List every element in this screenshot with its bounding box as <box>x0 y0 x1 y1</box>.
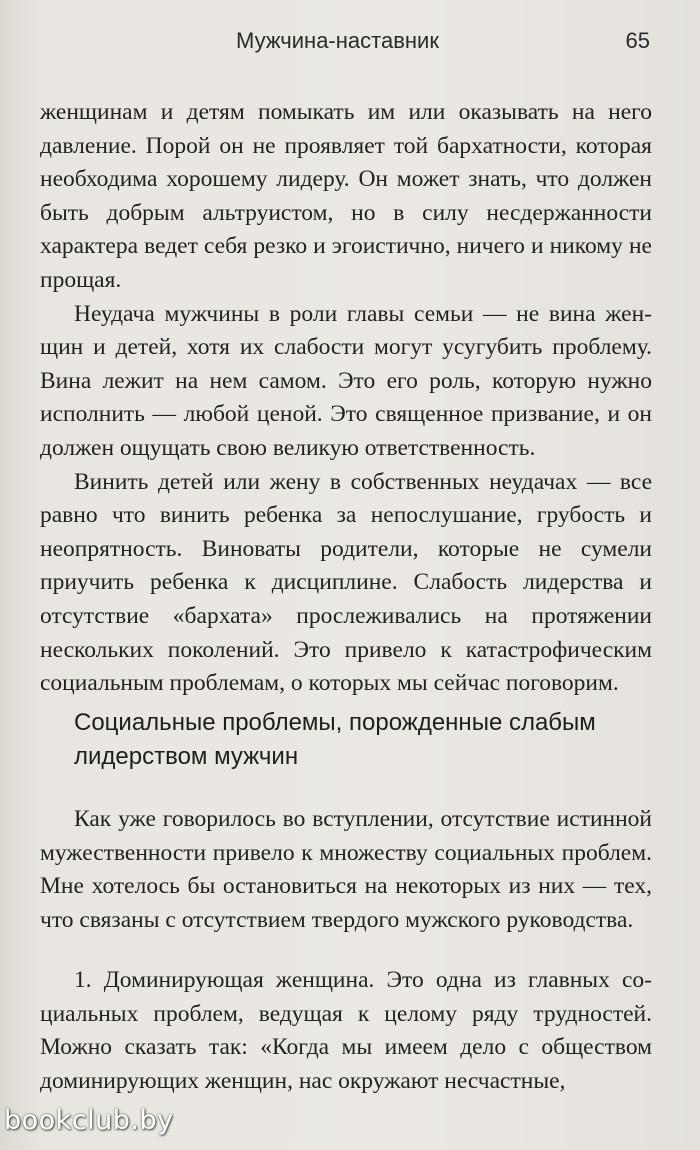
paragraph-continued: женщинам и детям помыкать им или оказывать на него давление. Порой он не проявляет той бархатности, которая необходима хорошему лидеру. Он может знать, что должен быть добрым альтруистом, но в силу несдержанности характера ведет себя резко и эгоистично, ничего и никому не прощая. <box>40 99 652 293</box>
running-head-title: Мужчина-наставник <box>236 28 439 53</box>
paragraph: Неудача мужчины в роли главы семьи — не вина женщин и детей, хотя их слабости могут усугубить проблему. Вина лежит на нем самом. Это его роль, которую нужно исполнить — любой ценой. Это священное призвание, и он должен ощущать свою великую ответственность. <box>40 300 652 461</box>
section-heading-line2: лидерством мужчин <box>74 743 299 770</box>
site-watermark: bookclub.by <box>4 1105 174 1136</box>
list-item: 1. Доминирующая женщина. Это одна из главных социальных проблем, ведущая к целому ряду трудностей. Можно сказать так: «Когда мы имеем дело с обществом доминирующих женщин, нас окружают несчастные, <box>40 967 652 1094</box>
body-text-top <box>40 96 652 701</box>
paragraph: Винить детей или жену в собственных неудачах — все равно что винить ребенка за непослушание, грубость и неопрятность. Виноваты родители, которые не сумели приучить ребенка к дисциплине. Слабость лидерства и отсутствие «бархата» прослеживались на протяжении нескольких поколений. Это привело к катастрофическим социальным проблемам, о которых мы сейчас поговорим. <box>40 468 652 697</box>
section-heading <box>74 706 674 774</box>
body-text-list-item <box>40 964 652 1098</box>
body-text-section-intro <box>40 803 652 937</box>
running-head <box>0 28 700 58</box>
page-number: 65 <box>625 28 650 53</box>
paragraph: Как уже говорилось во вступлении, отсутствие истинной мужественности привело к множеству социальных проблем. Мне хотелось бы остановиться на некоторых из них — тех, что связаны с отсутствием твердого мужского руководства. <box>40 806 652 933</box>
section-heading-line1: Социальные проблемы, порожденные слабым <box>74 709 596 736</box>
